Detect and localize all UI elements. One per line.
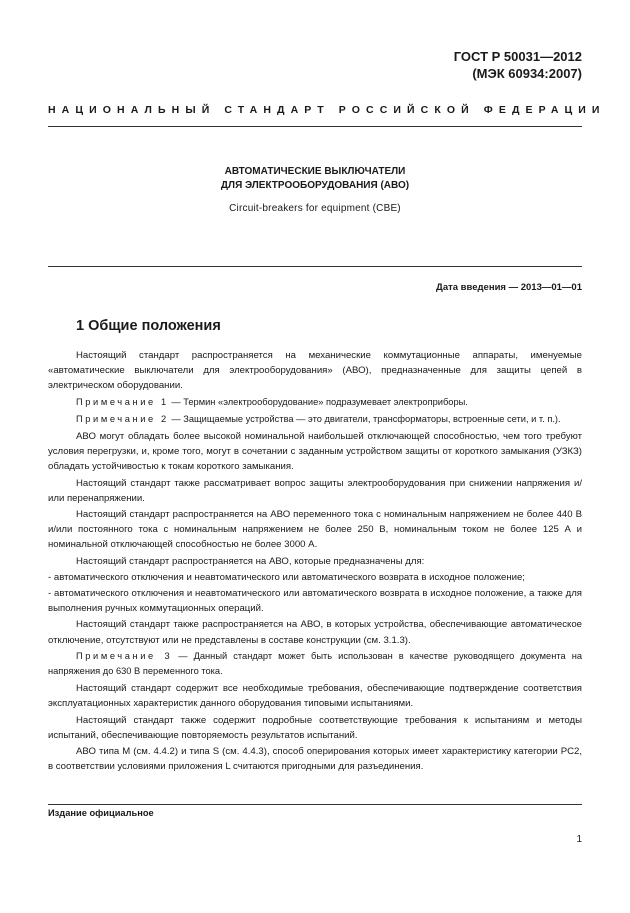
paragraph: Настоящий стандарт распространяется на АВО переменного тока с номинальным напряжением не более 440 В и/или постоянного тока с номинальным напряжением не более 250 В, номинальным током не более 125 А и номинальной отключающей способностью не более 3000 А. bbox=[48, 509, 582, 551]
paragraph: АВО могут обладать более высокой номинальной наибольшей отключающей способностью, чем того требуют условия перегрузки, и, кроме того, могут в сочетании с заданным устройством защиты от короткого замыкания (УЗКЗ) обладать устойчивостью к токам короткого замыкания. bbox=[48, 431, 582, 473]
national-standard-heading: НАЦИОНАЛЬНЫЙ СТАНДАРТ РОССИЙСКОЙ ФЕДЕРАЦИИ bbox=[48, 104, 606, 116]
paragraph: Настоящий стандарт распространяется на АВО, которые предназначены для: bbox=[76, 555, 425, 567]
introduction-date: Дата введения — 2013—01—01 bbox=[436, 282, 582, 293]
english-title: Circuit-breakers for equipment (CBE) bbox=[229, 203, 401, 214]
gost-number: ГОСТ Р 50031—2012 bbox=[453, 49, 582, 64]
title-line-2: ДЛЯ ЭЛЕКТРООБОРУДОВАНИЯ (АВО) bbox=[220, 180, 410, 191]
note-text: — Защищаемые устройства — это двигатели, трансформаторы, встроенные сети, и т. п.). bbox=[168, 413, 561, 424]
paragraph: Настоящий стандарт также распространяется на АВО, в которых устройства, обеспечивающие автоматическое отключение, отсутствуют или не представлены в составе конструкции (см. 3.1.3). bbox=[48, 619, 582, 646]
body-text bbox=[48, 348, 582, 775]
paragraph: Настоящий стандарт содержит все необходимые требования, обеспечивающие подтверждение соответствия эксплуатационных характеристик данного оборудования типовыми испытаниями. bbox=[48, 683, 582, 710]
title-divider bbox=[48, 266, 582, 267]
paragraph: Настоящий стандарт также содержит подробные соответствующие требования к испытаниям и методы испытаний, обеспечивающие повторяемость результатов испытаний. bbox=[48, 714, 582, 741]
footer-divider bbox=[48, 804, 582, 805]
note bbox=[48, 395, 582, 410]
paragraph: Настоящий стандарт распространяется на механические коммутационные аппараты, именуемые «автоматические выключатели для электрооборудования» (АВО), предназначенные для защиты цепей в электрическом оборудовании. bbox=[48, 350, 582, 392]
iec-number: (МЭК 60934:2007) bbox=[472, 66, 582, 81]
list-item: - автоматического отключения и неавтоматического или автоматического возврата в исходное положение, а также для выполнения ручных коммутационных операций. bbox=[48, 588, 582, 615]
note-text: — Термин «электрооборудование» подразумевает электроприборы. bbox=[168, 396, 468, 407]
paragraph: АВО типа М (см. 4.4.2) и типа S (см. 4.4.3), способ оперирования которых имеет характеристику категории РС2, в соответствии условиями приложения L считаются пригодными для разъединения. bbox=[48, 746, 582, 773]
page-number: 1 bbox=[576, 834, 582, 845]
note bbox=[48, 649, 582, 679]
section-heading: 1 Общие положения bbox=[76, 318, 221, 334]
paragraph: Настоящий стандарт также рассматривает вопрос защиты электрооборудования при снижении напряжения и/или перенапряжении. bbox=[48, 477, 582, 504]
note-text: — Данный стандарт может быть использован в качестве руководящего документа на напряжения до 630 В переменного тока. bbox=[48, 650, 583, 677]
document-designation bbox=[454, 48, 582, 82]
list-item: - автоматического отключения и неавтоматического или автоматического возврата в исходное положение; bbox=[48, 571, 525, 583]
official-edition-label: Издание официальное bbox=[48, 808, 154, 818]
header-divider bbox=[48, 126, 582, 127]
note-label: Примечание 3 bbox=[76, 650, 173, 661]
note bbox=[48, 412, 582, 427]
note-label: Примечание 2 bbox=[76, 413, 169, 424]
title-line-1: АВТОМАТИЧЕСКИЕ ВЫКЛЮЧАТЕЛИ bbox=[224, 166, 406, 177]
note-label: Примечание 1 bbox=[76, 396, 169, 407]
document-title bbox=[0, 165, 630, 193]
